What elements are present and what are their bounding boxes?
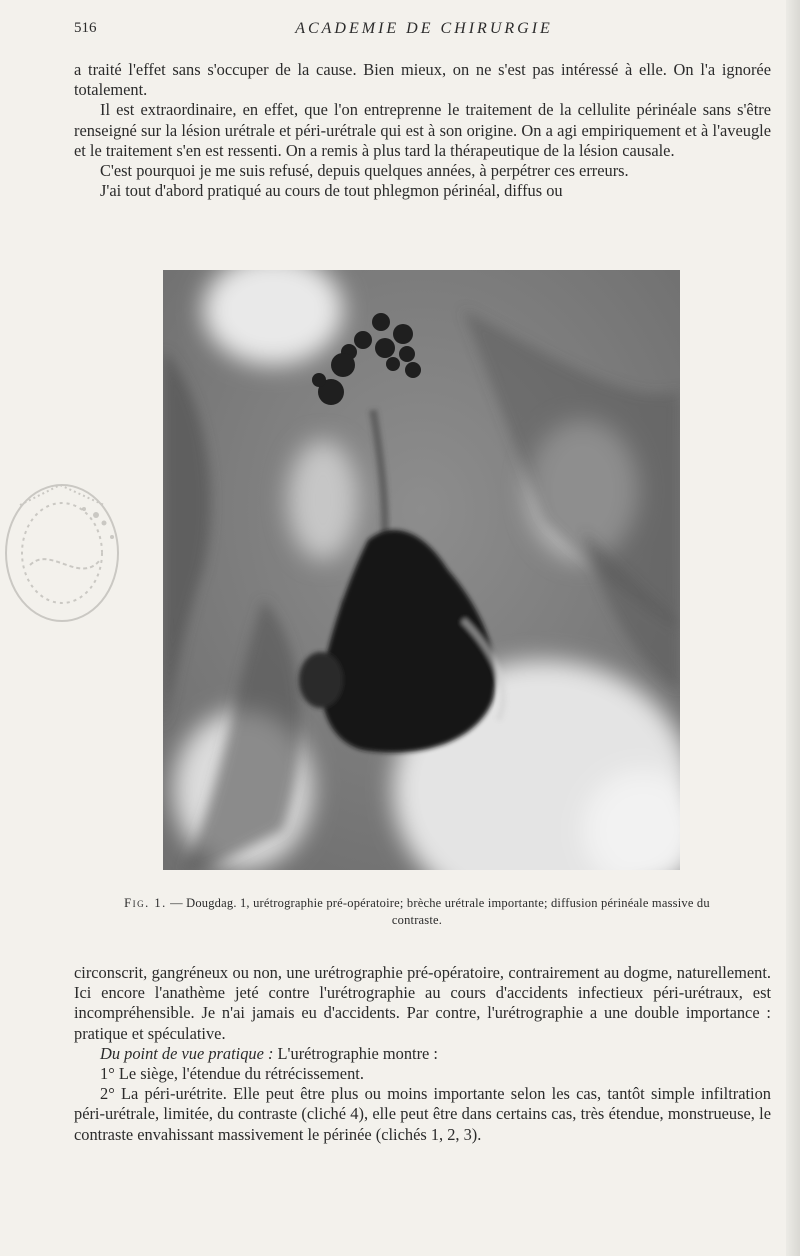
library-stamp [0,465,132,635]
subheading-rest: L'urétrographie montre : [273,1043,438,1063]
subheading-line [74,1044,771,1064]
page-header [74,20,774,44]
figure-caption [120,895,714,929]
list-item: 2° La péri-urétrite. Elle peut être plus ou moins importante selon les cas, tantôt simple infiltration péri-urétrale, limitée, du contraste (cliché 4), elle peut être dans certains cas, très étendue, monstrueuse, le contraste envahissant massivement le périnée (clichés 1, 2, 3). [74,1084,771,1144]
paragraph: C'est pourquoi je me suis refusé, depuis quelques années, à perpétrer ces erreurs. [100,161,629,181]
page-edge-shadow [786,0,800,1256]
page-number: 516 [74,20,97,36]
paragraph: Il est extraordinaire, en effet, que l'on entreprenne le traitement de la cellulite périnéale sans s'être renseigné sur la lésion urétrale et péri-urétrale qui est à son origine. On a agi empiriquement et à l'aveugle et le traitement s'en est ressenti. On a remis à plus tard la thérapeutique de la lésion causale. [74,100,771,160]
paragraph: circonscrit, gangréneux ou non, une urétrographie pré-opératoire, contrairement au dogme, naturellement. Ici encore l'anathème jeté contre l'urétrographie au cours d'accidents infectieux péri-urétraux, est incompréhensible. Je n'ai jamais eu d'accidents. Par contre, l'urétrographie a une double importance : pratique et spéculative. [74,963,771,1043]
list-item: 1° Le siège, l'étendue du rétrécissement. [100,1064,364,1084]
figure-label: Fig. 1. [124,896,167,910]
caption-text: — Dougdag. 1, urétrographie pré-opératoire; brèche urétrale importante; diffusion périnéale massive du contraste. [170,896,710,927]
subheading-italic: Du point de vue pratique : [100,1043,274,1063]
paragraph: J'ai tout d'abord pratiqué au cours de tout phlegmon périnéal, diffus ou [100,181,563,201]
running-title: ACADEMIE DE CHIRURGIE [295,20,553,37]
radiograph-figure [163,270,680,870]
body-text-top [74,60,771,201]
paragraph: a traité l'effet sans s'occuper de la cause. Bien mieux, on ne s'est pas intéressé à elle. On l'a ignorée totalement. [74,60,771,100]
body-text-bottom [74,963,771,1145]
